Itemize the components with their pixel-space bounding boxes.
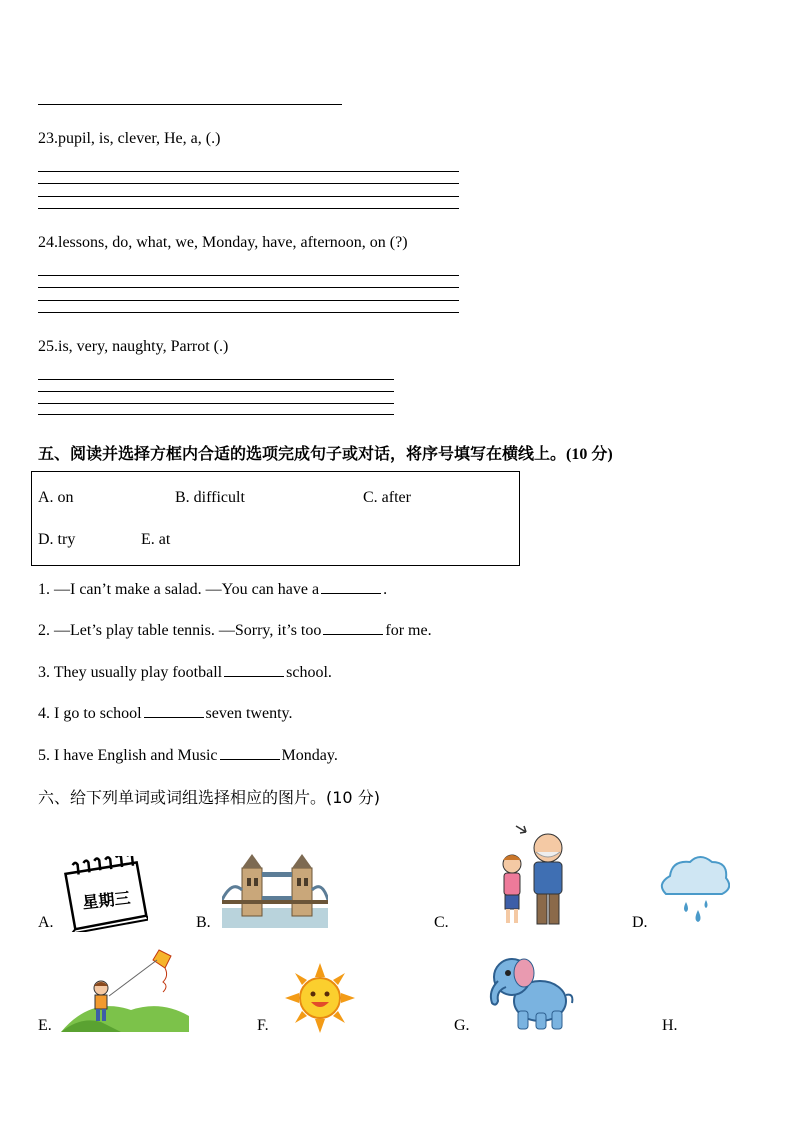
option-b: B. difficult	[175, 489, 245, 506]
kite-flying-icon	[61, 946, 189, 1032]
answer-line[interactable]	[38, 379, 394, 380]
picture-label-c: C.	[434, 914, 449, 931]
picture-label-h: H.	[662, 1017, 678, 1034]
answer-line[interactable]	[38, 183, 459, 184]
answer-line[interactable]	[38, 414, 394, 415]
picture-label-d: D.	[632, 914, 648, 931]
answer-line[interactable]	[38, 312, 459, 313]
rain-cloud-icon	[656, 854, 730, 928]
sun-icon	[285, 963, 355, 1033]
answer-line[interactable]	[38, 403, 394, 404]
blank-4[interactable]	[144, 703, 204, 718]
tower-bridge-icon	[222, 850, 328, 928]
option-a: A. on	[38, 489, 74, 506]
question-25: 25.is, very, naughty, Parrot (.)	[38, 338, 229, 355]
answer-line[interactable]	[38, 196, 459, 197]
question-23: 23.pupil, is, clever, He, a, (.)	[38, 130, 221, 147]
picture-label-e: E.	[38, 1017, 52, 1034]
item-5: 5. I have English and Music Monday.	[38, 747, 338, 764]
blank-1[interactable]	[321, 579, 381, 594]
boy-and-grandpa-icon	[494, 822, 580, 930]
calendar-text: 星期三	[81, 888, 132, 913]
item-2: 2. —Let’s play table tennis. —Sorry, it’s too for me.	[38, 622, 432, 639]
picture-label-g: G.	[454, 1017, 470, 1034]
options-box	[31, 471, 520, 566]
item-1: 1. —I can’t make a salad. —You can have a .	[38, 581, 388, 598]
blank-2[interactable]	[323, 620, 383, 635]
section-6-title: 六、给下列单词或词组选择相应的图片。(10 分)	[38, 788, 380, 807]
answer-line[interactable]	[38, 300, 459, 301]
picture-label-b: B.	[196, 914, 211, 931]
option-e: E. at	[141, 531, 171, 548]
answer-line-22	[38, 104, 342, 105]
picture-label-a: A.	[38, 914, 54, 931]
picture-label-f: F.	[257, 1017, 269, 1034]
blank-3[interactable]	[224, 662, 284, 677]
blank-5[interactable]	[220, 745, 280, 760]
option-c: C. after	[363, 489, 411, 506]
answer-line[interactable]	[38, 208, 459, 209]
elephant-icon	[486, 951, 574, 1033]
answer-line[interactable]	[38, 171, 459, 172]
item-4: 4. I go to school seven twenty.	[38, 705, 293, 722]
answer-line[interactable]	[38, 287, 459, 288]
answer-line[interactable]	[38, 391, 394, 392]
option-d: D. try	[38, 531, 76, 548]
item-3: 3. They usually play football school.	[38, 664, 332, 681]
answer-line[interactable]	[38, 275, 459, 276]
section-5-title: 五、阅读并选择方框内合适的选项完成句子或对话，将序号填写在横线上。(10 分)	[38, 444, 613, 463]
calendar-icon	[60, 856, 148, 932]
question-24: 24.lessons, do, what, we, Monday, have, afternoon, on (?)	[38, 234, 408, 251]
